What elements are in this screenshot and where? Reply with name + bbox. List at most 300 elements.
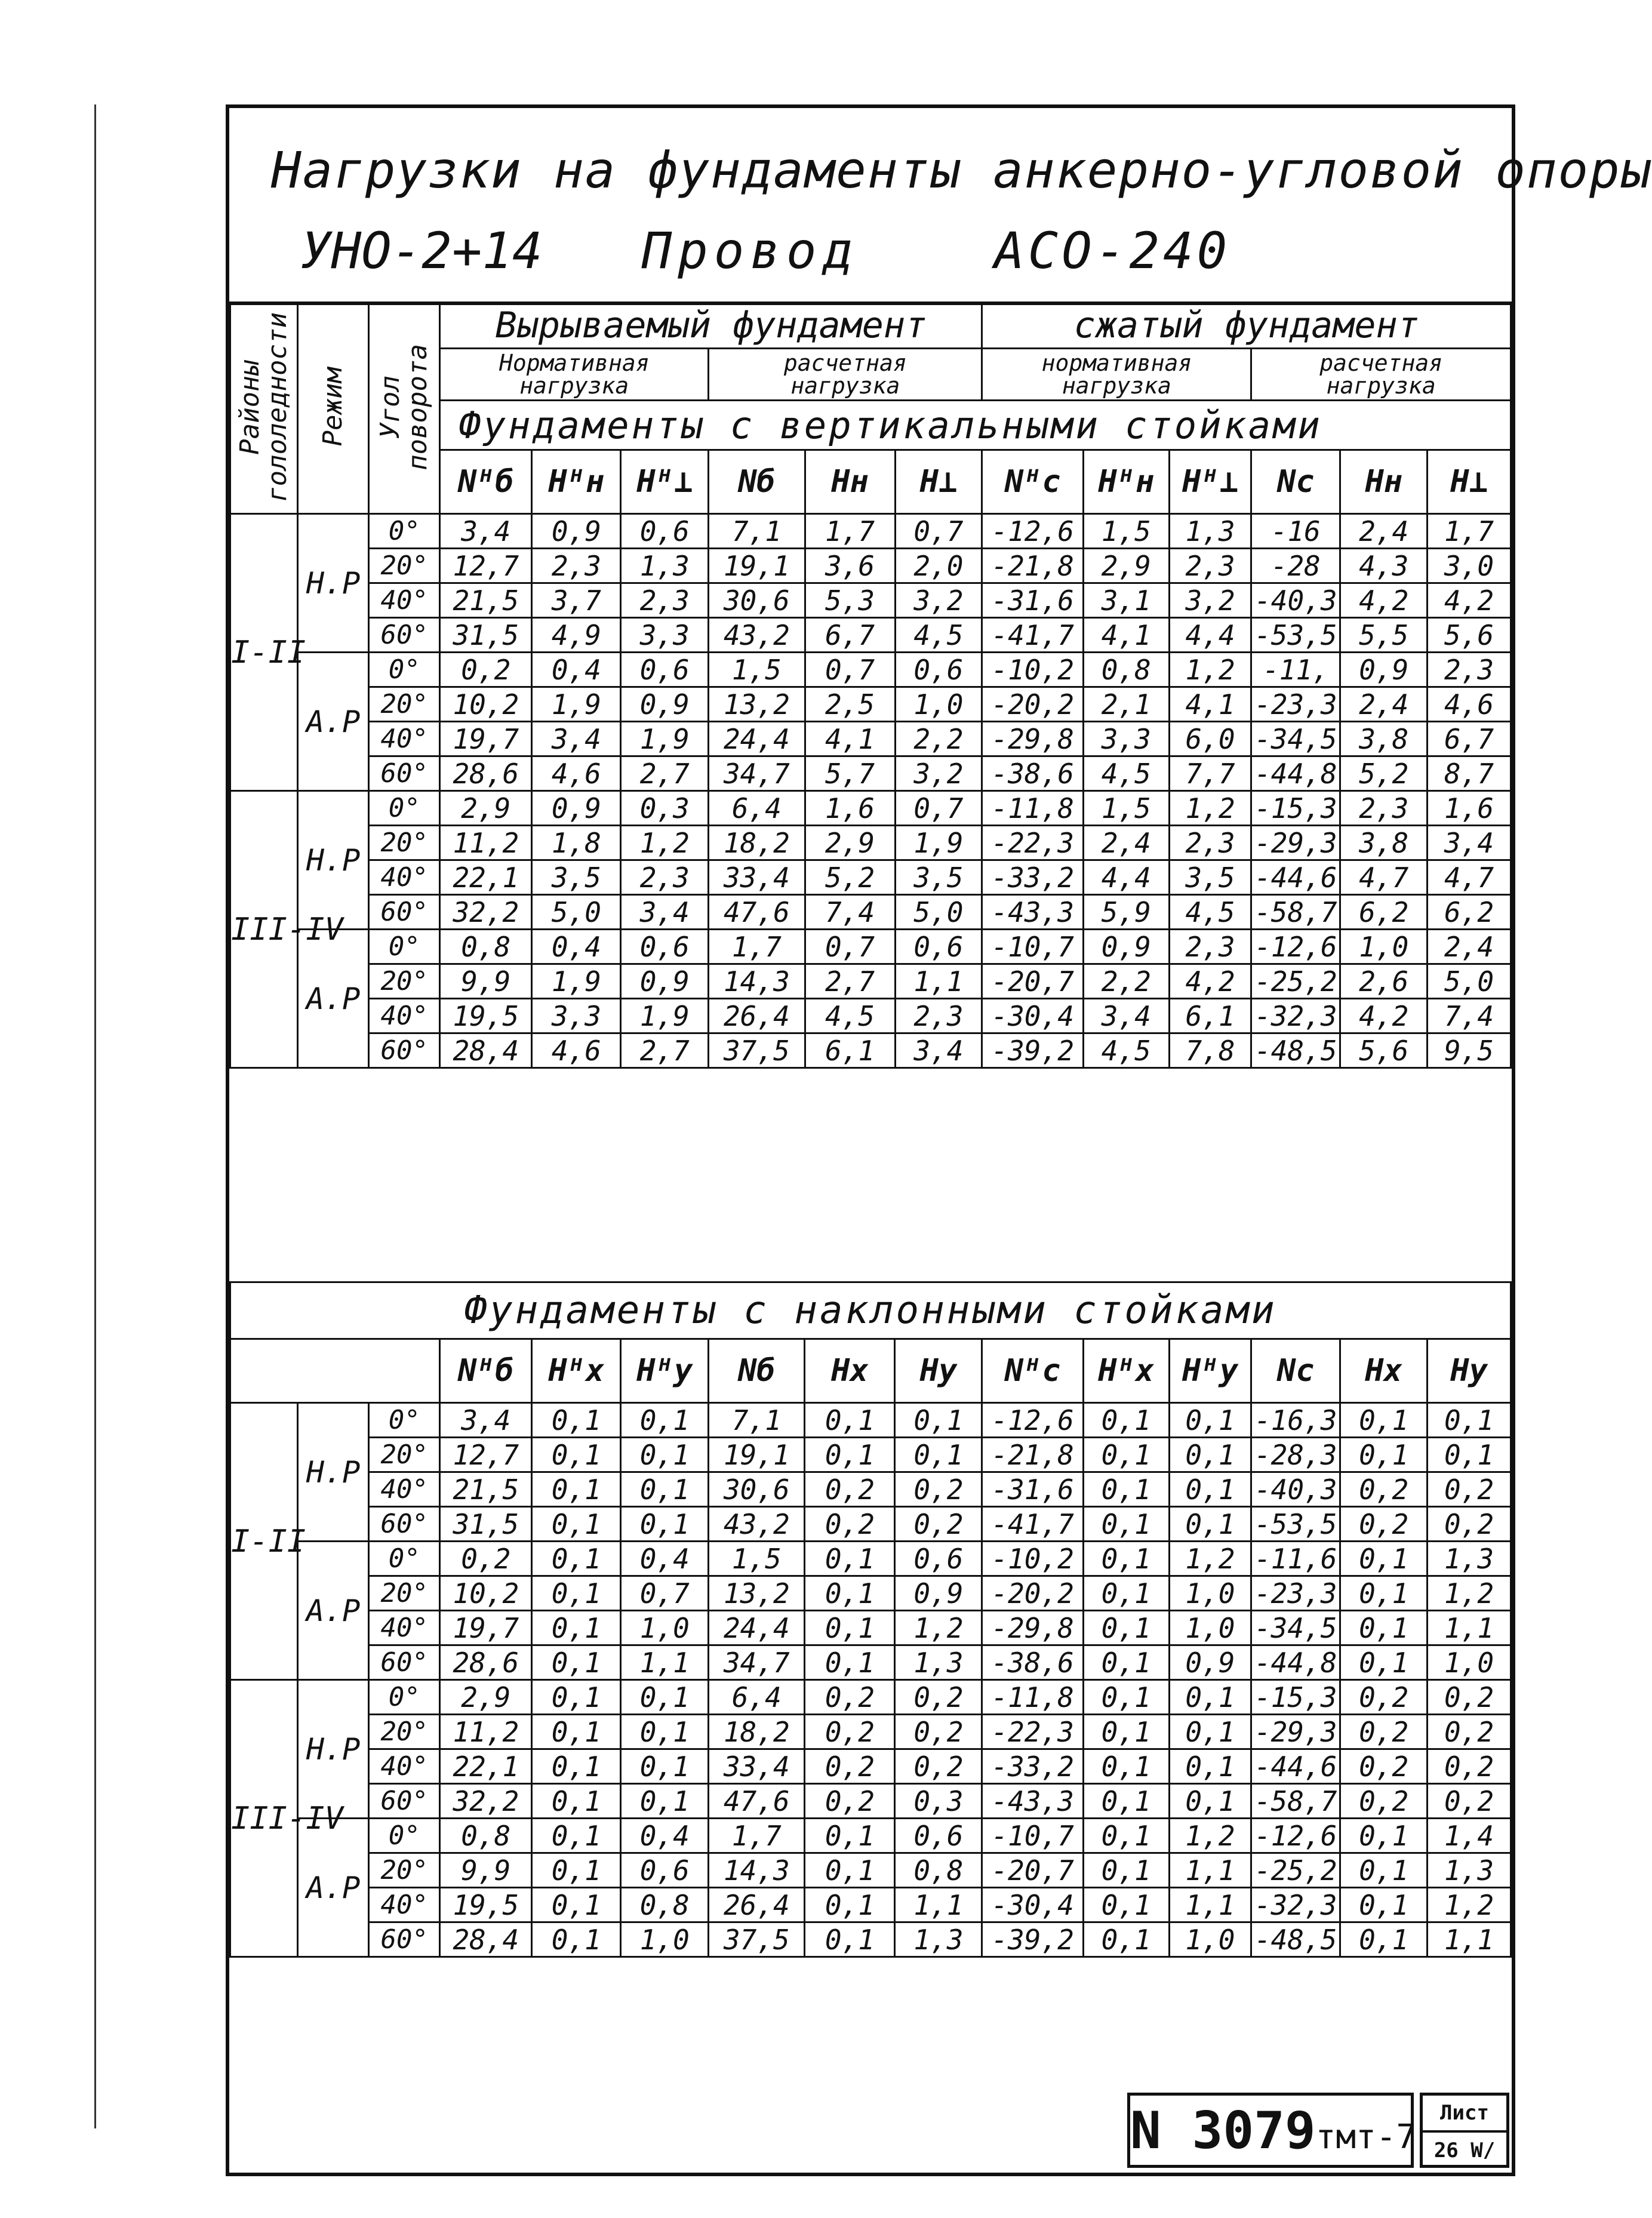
mode-cell: Н.Р <box>298 791 369 930</box>
value-cell: 0,2 <box>895 1680 982 1715</box>
value-cell: 0,1 <box>1340 1438 1428 1472</box>
value-cell: 0,1 <box>1083 1922 1169 1957</box>
value-cell: 0,1 <box>1428 1438 1511 1472</box>
value-cell: 3,2 <box>895 583 982 618</box>
value-cell: 31,5 <box>440 1507 532 1542</box>
value-cell: 3,3 <box>1083 722 1169 756</box>
value-cell: 28,6 <box>440 756 532 791</box>
value-cell: 1,2 <box>1169 653 1251 687</box>
value-cell: 2,4 <box>1083 826 1169 860</box>
value-cell: 9,9 <box>440 964 532 999</box>
value-cell: 5,6 <box>1340 1033 1428 1068</box>
header-mode: Режим <box>298 303 369 514</box>
value-cell: 37,5 <box>709 1922 805 1957</box>
symbol-header: Nᴴс <box>982 450 1084 514</box>
value-cell: 24,4 <box>709 722 805 756</box>
value-cell: 0,2 <box>805 1472 895 1507</box>
value-cell: 4,5 <box>1083 756 1169 791</box>
value-cell: 4,1 <box>805 722 895 756</box>
angle-cell: 20° <box>369 549 440 583</box>
value-cell: 2,9 <box>1083 549 1169 583</box>
value-cell: 1,2 <box>1169 1542 1251 1576</box>
table-row <box>230 1033 1511 1068</box>
symbol-header: Hн <box>1340 450 1428 514</box>
value-cell: 3,2 <box>895 756 982 791</box>
value-cell: 0,2 <box>440 653 532 687</box>
value-cell: 2,9 <box>440 791 532 826</box>
value-cell: 3,3 <box>532 999 621 1033</box>
value-cell: 0,1 <box>1340 1888 1428 1922</box>
symbol-row-bottom <box>230 1339 1511 1403</box>
value-cell: 34,7 <box>709 756 805 791</box>
value-cell: 0,1 <box>895 1403 982 1438</box>
value-cell: 0,1 <box>1083 1507 1169 1542</box>
value-cell: 0,9 <box>532 514 621 549</box>
value-cell: 0,7 <box>895 791 982 826</box>
value-cell: 0,2 <box>805 1680 895 1715</box>
value-cell: 0,3 <box>621 791 709 826</box>
value-cell: 0,1 <box>532 1576 621 1611</box>
value-cell: -11,6 <box>1251 1542 1340 1576</box>
value-cell: 0,2 <box>1340 1507 1428 1542</box>
value-cell: 4,1 <box>1169 687 1251 722</box>
angle-cell: 0° <box>369 1403 440 1438</box>
value-cell: 2,9 <box>805 826 895 860</box>
angle-cell: 0° <box>369 1542 440 1576</box>
value-cell: 2,3 <box>1169 930 1251 964</box>
symbol-header: Nᴴб <box>440 1339 532 1403</box>
table-row <box>230 1680 1511 1715</box>
value-cell: 5,9 <box>1083 895 1169 930</box>
value-cell: 0,1 <box>1083 1611 1169 1645</box>
value-cell: 5,5 <box>1340 618 1428 653</box>
value-cell: -11,8 <box>982 791 1084 826</box>
value-cell: 0,1 <box>1340 1922 1428 1957</box>
value-cell: 4,2 <box>1340 999 1428 1033</box>
angle-cell: 60° <box>369 1507 440 1542</box>
value-cell: 0,7 <box>805 653 895 687</box>
value-cell: 5,0 <box>895 895 982 930</box>
district-cell: III-IV <box>230 1680 298 1957</box>
angle-cell: 0° <box>369 1819 440 1853</box>
angle-cell: 20° <box>369 964 440 999</box>
value-cell: -32,3 <box>1251 1888 1340 1922</box>
angle-cell: 20° <box>369 1576 440 1611</box>
value-cell: 0,2 <box>805 1784 895 1819</box>
value-cell: 0,1 <box>805 1542 895 1576</box>
table-row <box>230 1507 1511 1542</box>
value-cell: 19,7 <box>440 1611 532 1645</box>
mode-cell: Н.Р <box>298 514 369 653</box>
value-cell: 0,1 <box>1083 1784 1169 1819</box>
value-cell: 2,3 <box>1169 826 1251 860</box>
value-cell: 1,5 <box>709 653 805 687</box>
table-vertical-posts <box>229 302 1512 1069</box>
value-cell: 4,5 <box>1083 1033 1169 1068</box>
value-cell: 0,7 <box>621 1576 709 1611</box>
table-row <box>230 1438 1511 1472</box>
value-cell: 0,1 <box>1340 1403 1428 1438</box>
value-cell: 4,2 <box>1428 583 1511 618</box>
value-cell: 4,7 <box>1428 860 1511 895</box>
wire-label: Провод <box>641 222 859 280</box>
symbol-header: Hx <box>805 1339 895 1403</box>
header-uplift-foundation: Вырываемый фундамент <box>440 303 982 349</box>
value-cell: 3,0 <box>1428 549 1511 583</box>
value-cell: 0,1 <box>532 1611 621 1645</box>
symbol-header: Hᴴy <box>621 1339 709 1403</box>
value-cell: 7,8 <box>1169 1033 1251 1068</box>
value-cell: 1,6 <box>805 791 895 826</box>
value-cell: 3,5 <box>532 860 621 895</box>
value-cell: 30,6 <box>709 583 805 618</box>
value-cell: 0,1 <box>1340 1611 1428 1645</box>
value-cell: -48,5 <box>1251 1033 1340 1068</box>
angle-cell: 40° <box>369 1611 440 1645</box>
value-cell: 19,1 <box>709 1438 805 1472</box>
table-row <box>230 1715 1511 1749</box>
value-cell: 0,1 <box>1169 1715 1251 1749</box>
value-cell: 47,6 <box>709 1784 805 1819</box>
value-cell: 2,7 <box>621 1033 709 1068</box>
symbol-header: Hᴴн <box>532 450 621 514</box>
angle-cell: 20° <box>369 1715 440 1749</box>
value-cell: 14,3 <box>709 1853 805 1888</box>
value-cell: 19,7 <box>440 722 532 756</box>
value-cell: 0,1 <box>532 1507 621 1542</box>
value-cell: 2,4 <box>1340 514 1428 549</box>
value-cell: -40,3 <box>1251 1472 1340 1507</box>
angle-cell: 60° <box>369 618 440 653</box>
value-cell: -11, <box>1251 653 1340 687</box>
value-cell: 0,3 <box>895 1784 982 1819</box>
value-cell: 1,5 <box>1083 514 1169 549</box>
value-cell: 0,1 <box>1083 1472 1169 1507</box>
value-cell: 1,7 <box>709 930 805 964</box>
value-cell: 0,1 <box>1083 1888 1169 1922</box>
value-cell: 2,9 <box>440 1680 532 1715</box>
value-cell: 0,6 <box>895 1819 982 1853</box>
value-cell: -29,3 <box>1251 1715 1340 1749</box>
value-cell: 6,1 <box>805 1033 895 1068</box>
value-cell: -16 <box>1251 514 1340 549</box>
symbol-header: Hy <box>1428 1339 1511 1403</box>
section-title-vertical: Фундаменты с вертикальными стойками <box>440 401 1511 450</box>
header-angle: Угол поворота <box>369 303 440 514</box>
value-cell: -10,7 <box>982 930 1084 964</box>
value-cell: 4,5 <box>805 999 895 1033</box>
value-cell: 33,4 <box>709 860 805 895</box>
value-cell: 9,5 <box>1428 1033 1511 1068</box>
value-cell: 43,2 <box>709 618 805 653</box>
value-cell: 5,7 <box>805 756 895 791</box>
value-cell: 4,1 <box>1083 618 1169 653</box>
value-cell: 0,6 <box>895 930 982 964</box>
header-design-load: расчетная нагрузка <box>709 349 982 401</box>
header-district: Районы гололедности <box>230 303 298 514</box>
value-cell: 1,9 <box>621 722 709 756</box>
value-cell: -22,3 <box>982 826 1084 860</box>
symbol-header: Hᴴy <box>1169 1339 1251 1403</box>
value-cell: 1,0 <box>1169 1576 1251 1611</box>
value-cell: -38,6 <box>982 756 1084 791</box>
value-cell: 1,1 <box>895 964 982 999</box>
value-cell: -15,3 <box>1251 1680 1340 1715</box>
value-cell: 0,1 <box>805 1853 895 1888</box>
value-cell: 5,2 <box>805 860 895 895</box>
value-cell: -58,7 <box>1251 895 1340 930</box>
value-cell: 0,2 <box>1340 1472 1428 1507</box>
value-cell: 28,4 <box>440 1033 532 1068</box>
angle-cell: 60° <box>369 1033 440 1068</box>
value-cell: 1,7 <box>1428 514 1511 549</box>
value-cell: -30,4 <box>982 1888 1083 1922</box>
value-cell: 0,6 <box>895 1542 982 1576</box>
table-row <box>230 514 1511 549</box>
value-cell: 0,9 <box>1083 930 1169 964</box>
value-cell: 1,9 <box>621 999 709 1033</box>
value-cell: 1,1 <box>1428 1922 1511 1957</box>
value-cell: 0,1 <box>532 1888 621 1922</box>
table-row <box>230 618 1511 653</box>
value-cell: 2,3 <box>1340 791 1428 826</box>
symbol-header: Hᴴx <box>1083 1339 1169 1403</box>
value-cell: 1,5 <box>709 1542 805 1576</box>
value-cell: 1,3 <box>895 1645 982 1680</box>
value-cell: -39,2 <box>982 1922 1083 1957</box>
value-cell: 4,7 <box>1340 860 1428 895</box>
mode-cell: А.Р <box>297 1542 368 1680</box>
value-cell: 3,4 <box>440 1403 532 1438</box>
value-cell: 2,7 <box>621 756 709 791</box>
value-cell: 0,1 <box>1340 1542 1428 1576</box>
value-cell: 12,7 <box>440 1438 532 1472</box>
value-cell: 0,9 <box>621 964 709 999</box>
value-cell: 4,2 <box>1169 964 1251 999</box>
value-cell: 0,1 <box>1083 1403 1169 1438</box>
value-cell: 12,7 <box>440 549 532 583</box>
value-cell: -31,6 <box>982 583 1084 618</box>
value-cell: 0,1 <box>1083 1715 1169 1749</box>
value-cell: -41,7 <box>982 618 1084 653</box>
value-cell: 0,1 <box>1340 1853 1428 1888</box>
value-cell: -48,5 <box>1251 1922 1340 1957</box>
value-cell: -41,7 <box>982 1507 1083 1542</box>
symbol-header: Hᴴн <box>1083 450 1169 514</box>
value-cell: 0,6 <box>621 514 709 549</box>
table-row <box>230 930 1511 964</box>
table-row <box>230 895 1511 930</box>
support-code: УНО-2+14 <box>301 222 543 280</box>
angle-cell: 40° <box>369 1472 440 1507</box>
value-cell: 0,1 <box>805 1576 895 1611</box>
value-cell: 4,6 <box>532 1033 621 1068</box>
value-cell: 6,2 <box>1428 895 1511 930</box>
value-cell: 3,5 <box>1169 860 1251 895</box>
value-cell: 3,6 <box>805 549 895 583</box>
value-cell: 0,1 <box>1340 1819 1428 1853</box>
value-cell: 1,0 <box>1169 1611 1251 1645</box>
value-cell: 1,2 <box>1169 1819 1251 1853</box>
value-cell: 0,1 <box>1169 1438 1251 1472</box>
value-cell: 3,8 <box>1340 722 1428 756</box>
value-cell: 2,3 <box>1428 653 1511 687</box>
value-cell: 0,1 <box>805 1403 895 1438</box>
symbol-header: Hᴴx <box>532 1339 621 1403</box>
value-cell: 7,7 <box>1169 756 1251 791</box>
table-inclined-posts <box>229 1281 1512 1958</box>
value-cell: -29,8 <box>982 722 1084 756</box>
value-cell: 0,4 <box>532 653 621 687</box>
angle-cell: 20° <box>369 1853 440 1888</box>
value-cell: 2,6 <box>1340 964 1428 999</box>
angle-cell: 60° <box>369 1784 440 1819</box>
value-cell: 1,2 <box>621 826 709 860</box>
value-cell: 6,1 <box>1169 999 1251 1033</box>
value-cell: 13,2 <box>709 1576 805 1611</box>
value-cell: 11,2 <box>440 1715 532 1749</box>
table-row <box>230 1403 1511 1438</box>
value-cell: -43,3 <box>982 1784 1083 1819</box>
value-cell: 0,9 <box>895 1576 982 1611</box>
table-row <box>230 1784 1511 1819</box>
value-cell: -29,8 <box>982 1611 1083 1645</box>
value-cell: 0,1 <box>621 1784 709 1819</box>
value-cell: -30,4 <box>982 999 1084 1033</box>
value-cell: 2,4 <box>1428 930 1511 964</box>
value-cell: -43,3 <box>982 895 1084 930</box>
value-cell: 3,2 <box>1169 583 1251 618</box>
value-cell: 1,8 <box>532 826 621 860</box>
value-cell: -21,8 <box>982 549 1084 583</box>
angle-cell: 20° <box>369 687 440 722</box>
value-cell: -10,7 <box>982 1819 1083 1853</box>
value-cell: 0,1 <box>1083 1680 1169 1715</box>
table-row <box>230 549 1511 583</box>
value-cell: 0,2 <box>895 1715 982 1749</box>
value-cell: 0,9 <box>1340 653 1428 687</box>
value-cell: 0,2 <box>1428 1784 1511 1819</box>
value-cell: -44,8 <box>1251 756 1340 791</box>
value-cell: -25,2 <box>1251 964 1340 999</box>
value-cell: 2,3 <box>621 583 709 618</box>
wire-brand: АСО-240 <box>994 222 1231 280</box>
value-cell: 0,4 <box>621 1819 709 1853</box>
value-cell: -22,3 <box>982 1715 1083 1749</box>
value-cell: 37,5 <box>709 1033 805 1068</box>
angle-cell: 60° <box>369 1645 440 1680</box>
value-cell: 0,1 <box>621 1403 709 1438</box>
symbol-header: Hн <box>805 450 895 514</box>
value-cell: 0,9 <box>1169 1645 1251 1680</box>
value-cell: 14,3 <box>709 964 805 999</box>
value-cell: 3,4 <box>1428 826 1511 860</box>
value-cell: 28,4 <box>440 1922 532 1957</box>
value-cell: -28,3 <box>1251 1438 1340 1472</box>
value-cell: 0,1 <box>1083 1576 1169 1611</box>
value-cell: 1,9 <box>532 687 621 722</box>
symbol-header: Nc <box>1251 450 1340 514</box>
value-cell: 0,7 <box>895 514 982 549</box>
symbol-header: Nб <box>709 450 805 514</box>
value-cell: 0,9 <box>621 687 709 722</box>
value-cell: 0,2 <box>1428 1749 1511 1784</box>
value-cell: -38,6 <box>982 1645 1083 1680</box>
value-cell: 6,7 <box>805 618 895 653</box>
value-cell: 0,1 <box>1169 1784 1251 1819</box>
value-cell: 31,5 <box>440 618 532 653</box>
value-cell: 0,8 <box>621 1888 709 1922</box>
value-cell: 1,0 <box>1428 1645 1511 1680</box>
value-cell: 0,2 <box>895 1472 982 1507</box>
value-cell: -11,8 <box>982 1680 1083 1715</box>
value-cell: 6,7 <box>1428 722 1511 756</box>
table-row <box>230 583 1511 618</box>
angle-cell: 60° <box>369 756 440 791</box>
value-cell: 0,1 <box>1083 1853 1169 1888</box>
symbol-header: Nᴴс <box>982 1339 1083 1403</box>
value-cell: 0,1 <box>1340 1576 1428 1611</box>
value-cell: 0,1 <box>532 1472 621 1507</box>
value-cell: 0,1 <box>1169 1403 1251 1438</box>
value-cell: 1,7 <box>709 1819 805 1853</box>
header-design-load-2: расчетная нагрузка <box>1251 349 1511 401</box>
value-cell: 4,3 <box>1340 549 1428 583</box>
value-cell: 13,2 <box>709 687 805 722</box>
value-cell: 0,2 <box>1340 1749 1428 1784</box>
value-cell: 0,1 <box>1083 1542 1169 1576</box>
value-cell: -20,7 <box>982 964 1084 999</box>
value-cell: 18,2 <box>709 1715 805 1749</box>
sheet-number-box <box>1420 2093 1509 2168</box>
value-cell: 0,1 <box>805 1645 895 1680</box>
value-cell: -33,2 <box>982 860 1084 895</box>
value-cell: 10,2 <box>440 687 532 722</box>
value-cell: 24,4 <box>709 1611 805 1645</box>
value-cell: -15,3 <box>1251 791 1340 826</box>
value-cell: 5,6 <box>1428 618 1511 653</box>
value-cell: -58,7 <box>1251 1784 1340 1819</box>
value-cell: 2,2 <box>895 722 982 756</box>
value-cell: -12,6 <box>982 514 1084 549</box>
value-cell: 3,7 <box>532 583 621 618</box>
value-cell: -12,6 <box>982 1403 1083 1438</box>
table-row <box>230 1888 1511 1922</box>
table-row <box>230 756 1511 791</box>
value-cell: -16,3 <box>1251 1403 1340 1438</box>
value-cell: 4,9 <box>532 618 621 653</box>
value-cell: 3,3 <box>621 618 709 653</box>
angle-cell: 0° <box>369 1680 440 1715</box>
symbol-blank <box>230 1339 440 1403</box>
value-cell: 6,4 <box>709 1680 805 1715</box>
value-cell: 0,1 <box>1083 1645 1169 1680</box>
value-cell: 0,1 <box>1169 1472 1251 1507</box>
value-cell: 3,4 <box>440 514 532 549</box>
value-cell: 5,0 <box>532 895 621 930</box>
angle-cell: 40° <box>369 860 440 895</box>
value-cell: 0,6 <box>621 653 709 687</box>
value-cell: 0,2 <box>440 1542 532 1576</box>
value-cell: 2,2 <box>1083 964 1169 999</box>
value-cell: 1,1 <box>1169 1888 1251 1922</box>
mode-cell: Н.Р <box>297 1680 368 1819</box>
angle-cell: 0° <box>369 791 440 826</box>
value-cell: 3,5 <box>895 860 982 895</box>
value-cell: 9,9 <box>440 1853 532 1888</box>
value-cell: 0,1 <box>805 1611 895 1645</box>
value-cell: 1,0 <box>1340 930 1428 964</box>
